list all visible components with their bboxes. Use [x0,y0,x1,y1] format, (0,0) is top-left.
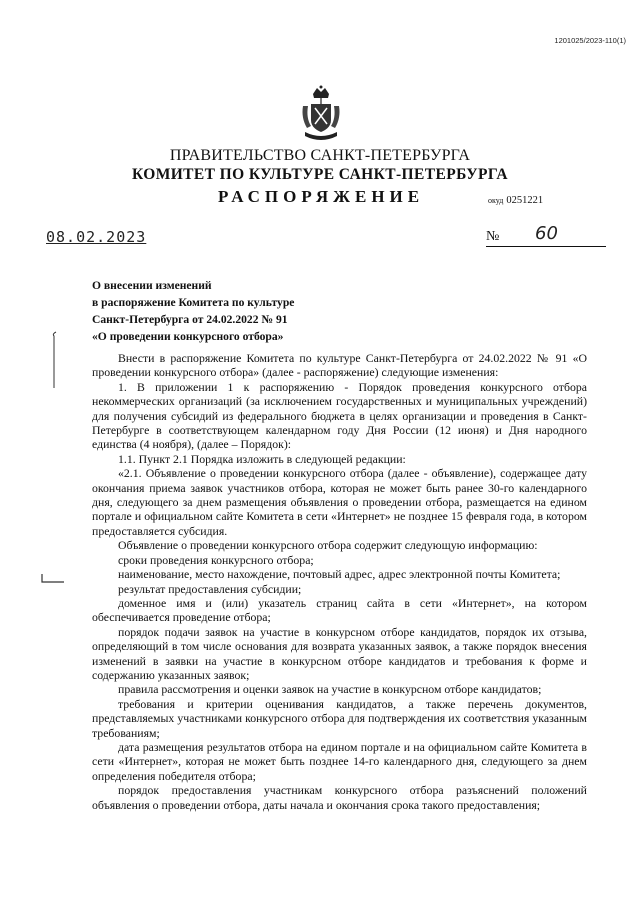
okud-code [488,195,543,206]
okud-value: 0251221 [506,195,544,206]
number-label: № [486,229,500,244]
body-paragraph: порядок подачи заявок на участие в конкурсном отборе кандидатов, порядок их отзыва, определяющий в том числе основания для возврата указанных заявок, а также порядок внесения изменений в заявки на участие в конкурсном отборе кандидатов и требования к форме и содержанию указанных заявок; [92,624,587,682]
body-paragraph: Внести в распоряжение Комитета по культуре Санкт-Петербурга от 24.02.2022 № 91 «О проведении конкурсного отбора» (далее - распоряжение) следующие изменения: [92,351,587,380]
committee-title: КОМИТЕТ ПО КУЛЬТУРЕ САНКТ-ПЕТЕРБУРГА [131,166,509,183]
body-paragraph: наименование, место нахождение, почтовый адрес, адрес электронной почты Комитета; [118,567,561,582]
body-paragraph: дата размещения результатов отбора на едином портале и на официальном сайте Комитета в сети «Интернет», которая не может быть позднее 14-го календарного дня, следующего за днем определения победителя отбора; [92,739,587,783]
document-number-handwritten: 60 [535,223,558,244]
body-paragraph: порядок предоставления участникам конкурсного отбора разъяснений положений объявления о проведении отбора, даты начала и окончания срока такого предоставления; [92,783,587,812]
body-paragraph: «2.1. Объявление о проведении конкурсного отбора (далее - объявление), содержащее дату окончания приема заявок участников отбора, которая не может быть ранее 30-го календарного дня, следующего за днем размещения объявления о проведении отбора, размещается на едином портале и официальном сайте Комитета в сети «Интернет» не позднее 15 февраля года, в котором предоставляется субсидия. [92,466,587,538]
body-paragraph: правила рассмотрения и оценки заявок на участие в конкурсном отборе кандидатов; [118,682,542,697]
government-title: ПРАВИТЕЛЬСТВО САНКТ-ПЕТЕРБУРГА [169,147,471,164]
subject-line: Санкт-Петербурга от 24.02.2022 № 91 [92,313,288,326]
body-paragraph: 1.1. Пункт 2.1 Порядка изложить в следующей редакции: [118,451,406,466]
document-number: 1201025/2023-110(1) [554,36,626,45]
document-body [92,351,587,812]
subject-line: О внесении изменений [92,279,212,292]
body-paragraph: доменное имя и (или) указатель страниц сайта в сети «Интернет», на котором обеспечивается проведение отбора; [92,595,587,625]
subject-line: в распоряжение Комитета по культуре [92,296,295,309]
document-date: 08.02.2023 [46,228,147,246]
coat-of-arms-emblem [297,84,345,144]
body-paragraph: результат предоставления субсидии; [118,581,302,596]
body-paragraph: сроки проведения конкурсного отбора; [118,552,314,567]
subject-line: «О проведении конкурсного отбора» [92,330,284,343]
okud-label: окуд [488,196,504,205]
margin-pen-mark [50,330,60,390]
body-paragraph: Объявление о проведении конкурсного отбора содержит следующую информацию: [118,538,538,553]
document-type: РАСПОРЯЖЕНИЕ [218,187,425,206]
body-paragraph: 1. В приложении 1 к распоряжению - Порядок проведения конкурсного отбора некоммерческих организаций (за исключением государственных и муниципальных учреждений) для получения субсидий из федерального бюджета в целях организации и проведения в Санкт-Петербурге в соответствующем календарном году Дня России (12 июня) и Дня народного единства (4 ноября), (далее – Порядок): [92,379,587,452]
margin-arrow-mark [38,572,68,586]
body-paragraph: требования и критерии оценивания кандидатов, а также перечень документов, представляемых участниками конкурсного отбора для подтверждения их соответствия указанным требованиям; [92,696,587,740]
document-subject [92,277,294,345]
